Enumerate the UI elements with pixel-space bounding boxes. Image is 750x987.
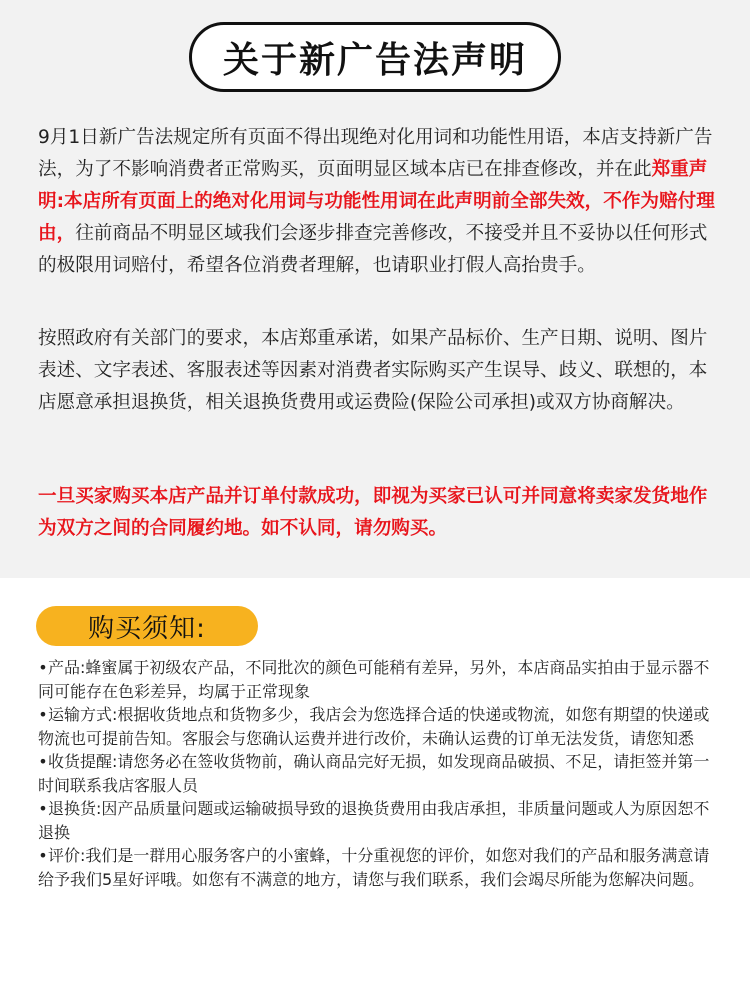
notice-item-text: 退换货:因产品质量问题或运输破损导致的退换货费用由我店承担，非质量问题或人为原因恕不退换	[38, 799, 710, 842]
bullet-icon: •	[38, 846, 48, 865]
notice-item-receipt	[38, 750, 718, 797]
statement-p1-highlight: 郑重声明:本店所有页面上的绝对化用词与功能性用词在此声明前全部失效，不作为赔付理由，	[38, 159, 715, 244]
statement-p1-text-a: 9月1日新广告法规定所有页面不得出现绝对化用词和功能性用语，本店支持新广告法，为了不影响消费者正常购买，页面明显区域本店已在排查修改，并在此	[38, 127, 713, 180]
notice-item-product	[38, 656, 718, 703]
statement-p1-text-b: 往前商品不明显区域我们会逐步排查完善修改，不接受并且不妥协以任何形式的极限用词赔付，希望各位消费者理解，也请职业打假人高抬贵手。	[38, 223, 708, 276]
page-title: 关于新广告法声明	[222, 39, 527, 81]
statement-title-pill	[189, 22, 561, 92]
purchase-notice-pill	[36, 606, 258, 646]
bullet-icon: •	[38, 752, 48, 771]
bullet-icon: •	[38, 799, 48, 818]
notice-item-returns	[38, 797, 718, 844]
statement-paragraph-1	[38, 122, 718, 282]
statement-paragraph-2: 按照政府有关部门的要求，本店郑重承诺，如果产品标价、生产日期、说明、图片表述、文字表述、客服表述等因素对消费者实际购买产生误导、歧义、联想的，本店愿意承担退换货，相关退换货费用或运费险(保险公司承担)或双方协商解决。	[38, 328, 708, 413]
notice-item-text: 运输方式:根据收货地点和货物多少，我店会为您选择合适的快递或物流，如您有期望的快递或物流也可提前告知。客服会与您确认运费并进行改价，未确认运费的订单无法发货，请您知悉	[38, 705, 710, 748]
purchase-notice-section	[0, 578, 750, 987]
notice-item-shipping	[38, 703, 718, 750]
bullet-icon: •	[38, 705, 48, 724]
purchase-notice-heading: 购买须知:	[88, 613, 206, 644]
purchase-notice-list	[38, 656, 718, 891]
statement-paragraph-3: 一旦买家购买本店产品并订单付款成功，即视为买家已认可并同意将卖家发货地作为双方之间的合同履约地。如不认同，请勿购买。	[38, 486, 708, 539]
notice-item-review	[38, 844, 718, 891]
bullet-icon: •	[38, 658, 48, 677]
notice-item-text: 产品:蜂蜜属于初级农产品，不同批次的颜色可能稍有差异，另外，本店商品实拍由于显示器不同可能存在色彩差异，均属于正常现象	[38, 658, 710, 701]
notice-item-text: 评价:我们是一群用心服务客户的小蜜蜂，十分重视您的评价，如您对我们的产品和服务满意请给予我们5星好评哦。如您有不满意的地方，请您与我们联系，我们会竭尽所能为您解决问题。	[38, 846, 710, 889]
notice-item-text: 收货提醒:请您务必在签收货物前，确认商品完好无损，如发现商品破损、不足，请拒签并第一时间联系我店客服人员	[38, 752, 710, 795]
